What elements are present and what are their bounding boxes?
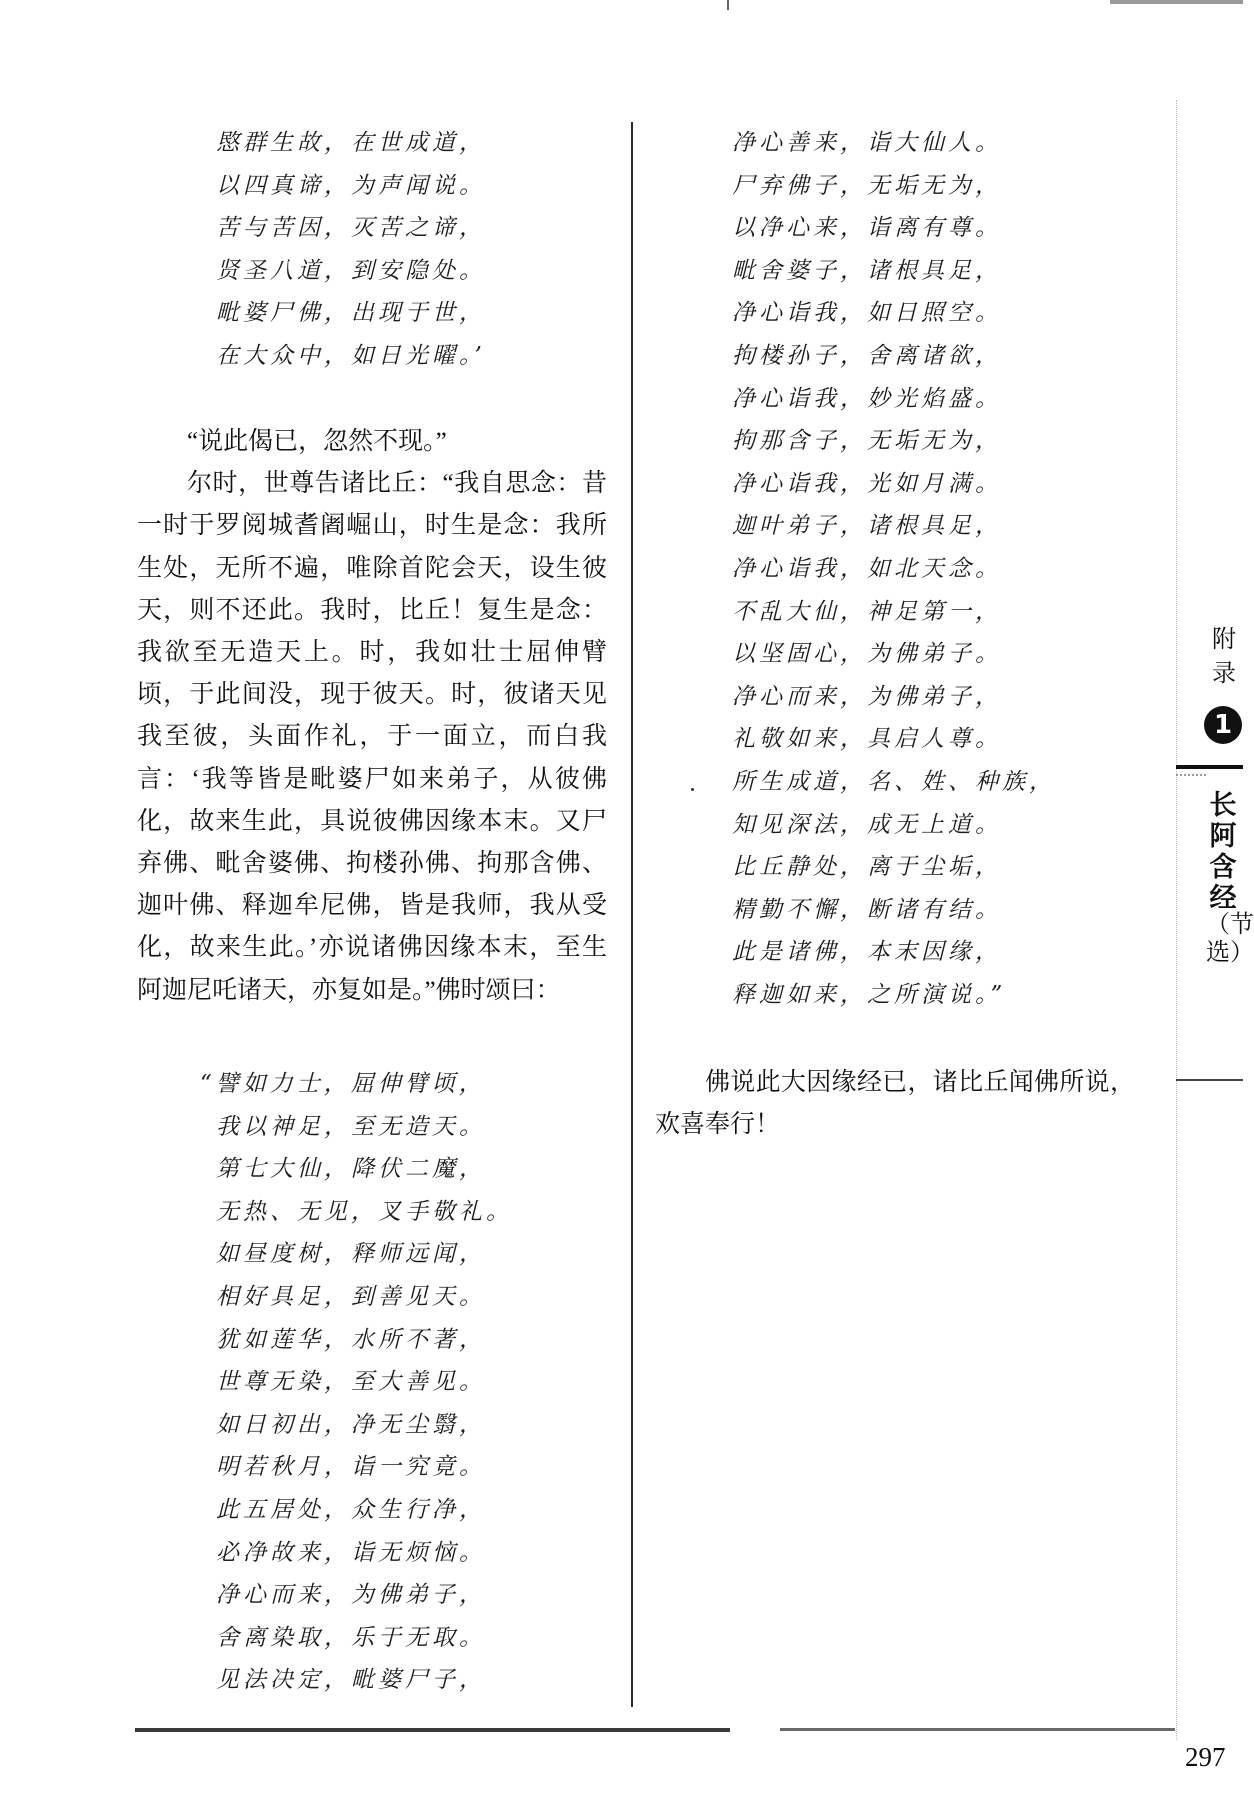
verse-line: 拘楼孙子，舍离诸欲， [732, 342, 1002, 369]
chapter-title: 长阿含经 [1209, 790, 1237, 914]
top-tick-mark [727, 0, 729, 10]
prose-block [137, 421, 607, 1012]
verse-line: 净心善来，诣大仙人。 [732, 130, 1002, 156]
closing-paragraph: 佛说此大因缘经已，诸比丘闻佛所说，欢喜奉行！ [655, 1069, 1135, 1139]
verse-line: 必净故来，诣无烦恼。 [216, 1539, 486, 1566]
verse-line: 第七大仙，降伏二魔， [216, 1156, 486, 1183]
verse-line: 不乱大仙，神足第一， [732, 598, 1002, 625]
verse-line: 舍离染取，乐于无取。 [216, 1624, 486, 1651]
verse-block-3 [732, 122, 1056, 1016]
prose-paragraph: “说此偈已，忽然不现。” [187, 428, 447, 455]
chapter-number-badge: 1 [1204, 706, 1242, 744]
appendix-label: 附录 [1212, 625, 1236, 687]
verse-line: 毗婆尸佛，出现于世， [216, 300, 486, 327]
print-speck [691, 788, 694, 791]
side-bar-dots [1176, 774, 1206, 786]
verse-line: 以坚固心，为佛弟子。 [732, 641, 1002, 668]
bottom-rule-left [135, 1728, 730, 1732]
verse-block-1 [216, 122, 486, 378]
verse-line: “譬如力士，屈伸臂顷， [200, 1071, 486, 1097]
verse-line: 此五居处，众生行净， [216, 1496, 486, 1523]
side-end-rule [1176, 1079, 1243, 1081]
closing-block [655, 1062, 1135, 1146]
verse-line: 尸弃佛子，无垢无为， [732, 172, 1002, 199]
verse-line: 净心而来，为佛弟子， [216, 1582, 486, 1609]
page-number: 297 [1185, 1742, 1226, 1772]
verse-line: 净心诣我，光如月满。 [732, 470, 1002, 497]
verse-line: 以四真谛，为声闻说。 [216, 172, 486, 199]
verse-line: 净心诣我，妙光焰盛。 [732, 385, 1002, 412]
verse-line: 在大众中，如日光曜。’ [216, 342, 486, 369]
verse-line: 愍群生故，在世成道， [216, 130, 486, 156]
verse-line: 此是诸佛，本末因缘， [732, 939, 1002, 966]
verse-line: 比丘静处，离于尘垢， [732, 854, 1002, 881]
verse-line: 净心诣我，如日照空。 [732, 300, 1002, 327]
verse-line: 净心诣我，如北天念。 [732, 555, 1002, 582]
verse-line: 见法决定，毗婆尸子， [216, 1667, 486, 1694]
verse-line: 释迦如来，之所演说。” [732, 981, 1007, 1008]
verse-line: 明若秋月，诣一究竟。 [216, 1454, 486, 1481]
chapter-subtitle: （节选） [1206, 910, 1254, 966]
verse-line: 拘那含子，无垢无为， [732, 428, 1002, 455]
bottom-rule-right [780, 1728, 1175, 1731]
verse-line: 如昼度树，释师远闻， [216, 1241, 486, 1268]
verse-line: 如日初出，净无尘翳， [216, 1411, 486, 1438]
top-rule [1110, 0, 1243, 4]
verse-line: 迦叶弟子，诸根具足， [732, 513, 1002, 540]
side-dotted-line [1176, 100, 1177, 1740]
verse-line: 相好具足，到善见天。 [216, 1283, 486, 1310]
verse-line: 礼敬如来，具启人尊。 [732, 726, 1002, 753]
verse-block-2 [200, 1063, 513, 1702]
verse-line: 精勤不懈，断诸有结。 [732, 896, 1002, 923]
verse-line: 无热、无见，叉手敬礼。 [216, 1198, 513, 1225]
verse-line: 净心而来，为佛弟子， [732, 683, 1002, 710]
verse-line: 知见深法，成无上道。 [732, 811, 1002, 838]
verse-line: 苦与苦因，灭苦之谛， [216, 215, 486, 242]
column-divider [631, 122, 633, 1707]
verse-line: 以净心来，诣离有尊。 [732, 215, 1002, 242]
verse-line: 贤圣八道，到安隐处。 [216, 257, 486, 284]
verse-line: 犹如莲华，水所不著， [216, 1326, 486, 1353]
side-bar-rule [1176, 765, 1243, 769]
verse-line: 我以神足，至无造天。 [216, 1113, 486, 1140]
verse-line: 所生成道，名、姓、种族， [732, 768, 1056, 795]
verse-line: 毗舍婆子，诸根具足， [732, 257, 1002, 284]
prose-paragraph: 尔时，世尊告诸比丘：“我自思念：昔一时于罗阅城耆阇崛山，时生是念：我所生处，无所不遍，唯除首陀会天，设生彼天，则不还此。我时，比丘！复生是念：我欲至无造天上。时，我如壮士屈伸臂顷，于此间没，现于彼天。时，彼诸天见我至彼，头面作礼，于一面立，而白我言：‘我等皆是毗婆尸如来弟子，从彼佛化，故来生此，具说彼佛因缘本末。又尸弃佛、毗舍婆佛、拘楼孙佛、拘那含佛、迦叶佛、释迦牟尼佛，皆是我师，我从受化，故来生此。’亦说诸佛因缘本末，至生阿迦尼吒诸天，亦复如是。”佛时颂曰： [137, 470, 607, 1004]
verse-line: 世尊无染，至大善见。 [216, 1369, 486, 1396]
